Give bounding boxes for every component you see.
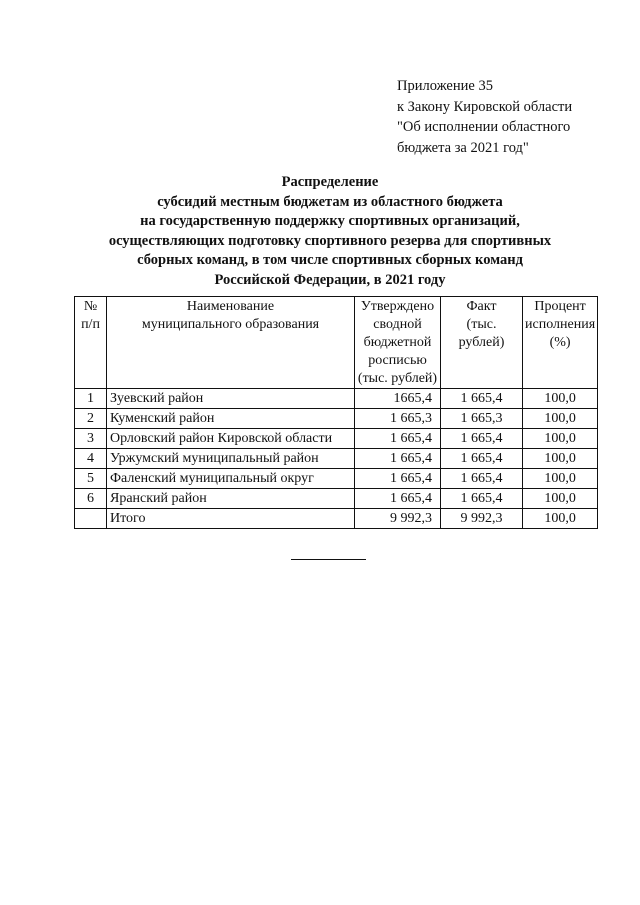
row-approved: 1 665,4 [355, 449, 441, 469]
row-fact: 1 665,4 [441, 489, 523, 509]
row-percent: 100,0 [523, 389, 598, 409]
appendix-number: Приложение 35 [397, 78, 493, 94]
document-title [60, 173, 600, 291]
title-line-1: Распределение [281, 174, 379, 190]
row-name: Яранский район [107, 489, 355, 509]
row-num: 6 [75, 489, 107, 509]
total-label: Итого [107, 509, 355, 529]
header-fact: Факт (тыс. рублей) [441, 297, 523, 389]
table-header-row [75, 297, 598, 389]
row-name: Фаленский муниципальный округ [107, 469, 355, 489]
total-approved: 9 992,3 [355, 509, 441, 529]
row-fact: 1 665,3 [441, 409, 523, 429]
row-num: 2 [75, 409, 107, 429]
row-percent: 100,0 [523, 489, 598, 509]
row-num: 1 [75, 389, 107, 409]
row-num: 4 [75, 449, 107, 469]
row-name: Зуевский район [107, 389, 355, 409]
table-row [75, 489, 598, 509]
appendix-law: к Закону Кировской области [397, 98, 573, 115]
appendix-reference [397, 76, 572, 158]
header-percent: Процент исполнения (%) [523, 297, 598, 389]
total-num [75, 509, 107, 529]
title-line-3: на государственную поддержку спортивных организаций, [140, 213, 520, 230]
table-row [75, 429, 598, 449]
row-fact: 1 665,4 [441, 469, 523, 489]
row-fact: 1 665,4 [441, 389, 523, 409]
row-approved: 1 665,4 [355, 469, 441, 489]
appendix-law-title-2: бюджета за 2021 год" [397, 139, 529, 156]
row-percent: 100,0 [523, 409, 598, 429]
table-row [75, 389, 598, 409]
row-fact: 1 665,4 [441, 449, 523, 469]
table-total-row [75, 509, 598, 529]
total-percent: 100,0 [523, 509, 598, 529]
end-divider [291, 559, 366, 560]
title-line-6: Российской Федерации, в 2021 году [214, 271, 446, 288]
row-percent: 100,0 [523, 429, 598, 449]
title-line-5: сборных команд, в том числе спортивных сборных команд [137, 252, 523, 269]
appendix-law-title-1: "Об исполнении областного [397, 119, 571, 135]
table-row [75, 449, 598, 469]
table-row [75, 409, 598, 429]
total-fact: 9 992,3 [441, 509, 523, 529]
row-fact: 1 665,4 [441, 429, 523, 449]
row-approved: 1 665,3 [355, 409, 441, 429]
row-num: 3 [75, 429, 107, 449]
row-percent: 100,0 [523, 449, 598, 469]
title-line-4: осуществляющих подготовку спортивного резерва для спортивных [108, 232, 552, 249]
row-name: Уржумский муниципальный район [107, 449, 355, 469]
header-num: № п/п [75, 297, 107, 389]
row-approved: 1 665,4 [355, 489, 441, 509]
subsidy-table [74, 296, 598, 529]
header-approved: Утверждено сводной бюджетной росписью (тыс. рублей) [355, 297, 441, 389]
table-row [75, 469, 598, 489]
title-line-2: субсидий местным бюджетам из областного бюджета [157, 193, 503, 210]
row-num: 5 [75, 469, 107, 489]
header-name: Наименование муниципального образования [107, 297, 355, 389]
row-percent: 100,0 [523, 469, 598, 489]
row-name: Куменский район [107, 409, 355, 429]
row-name: Орловский район Кировской области [107, 429, 355, 449]
row-approved: 1665,4 [355, 389, 441, 409]
row-approved: 1 665,4 [355, 429, 441, 449]
